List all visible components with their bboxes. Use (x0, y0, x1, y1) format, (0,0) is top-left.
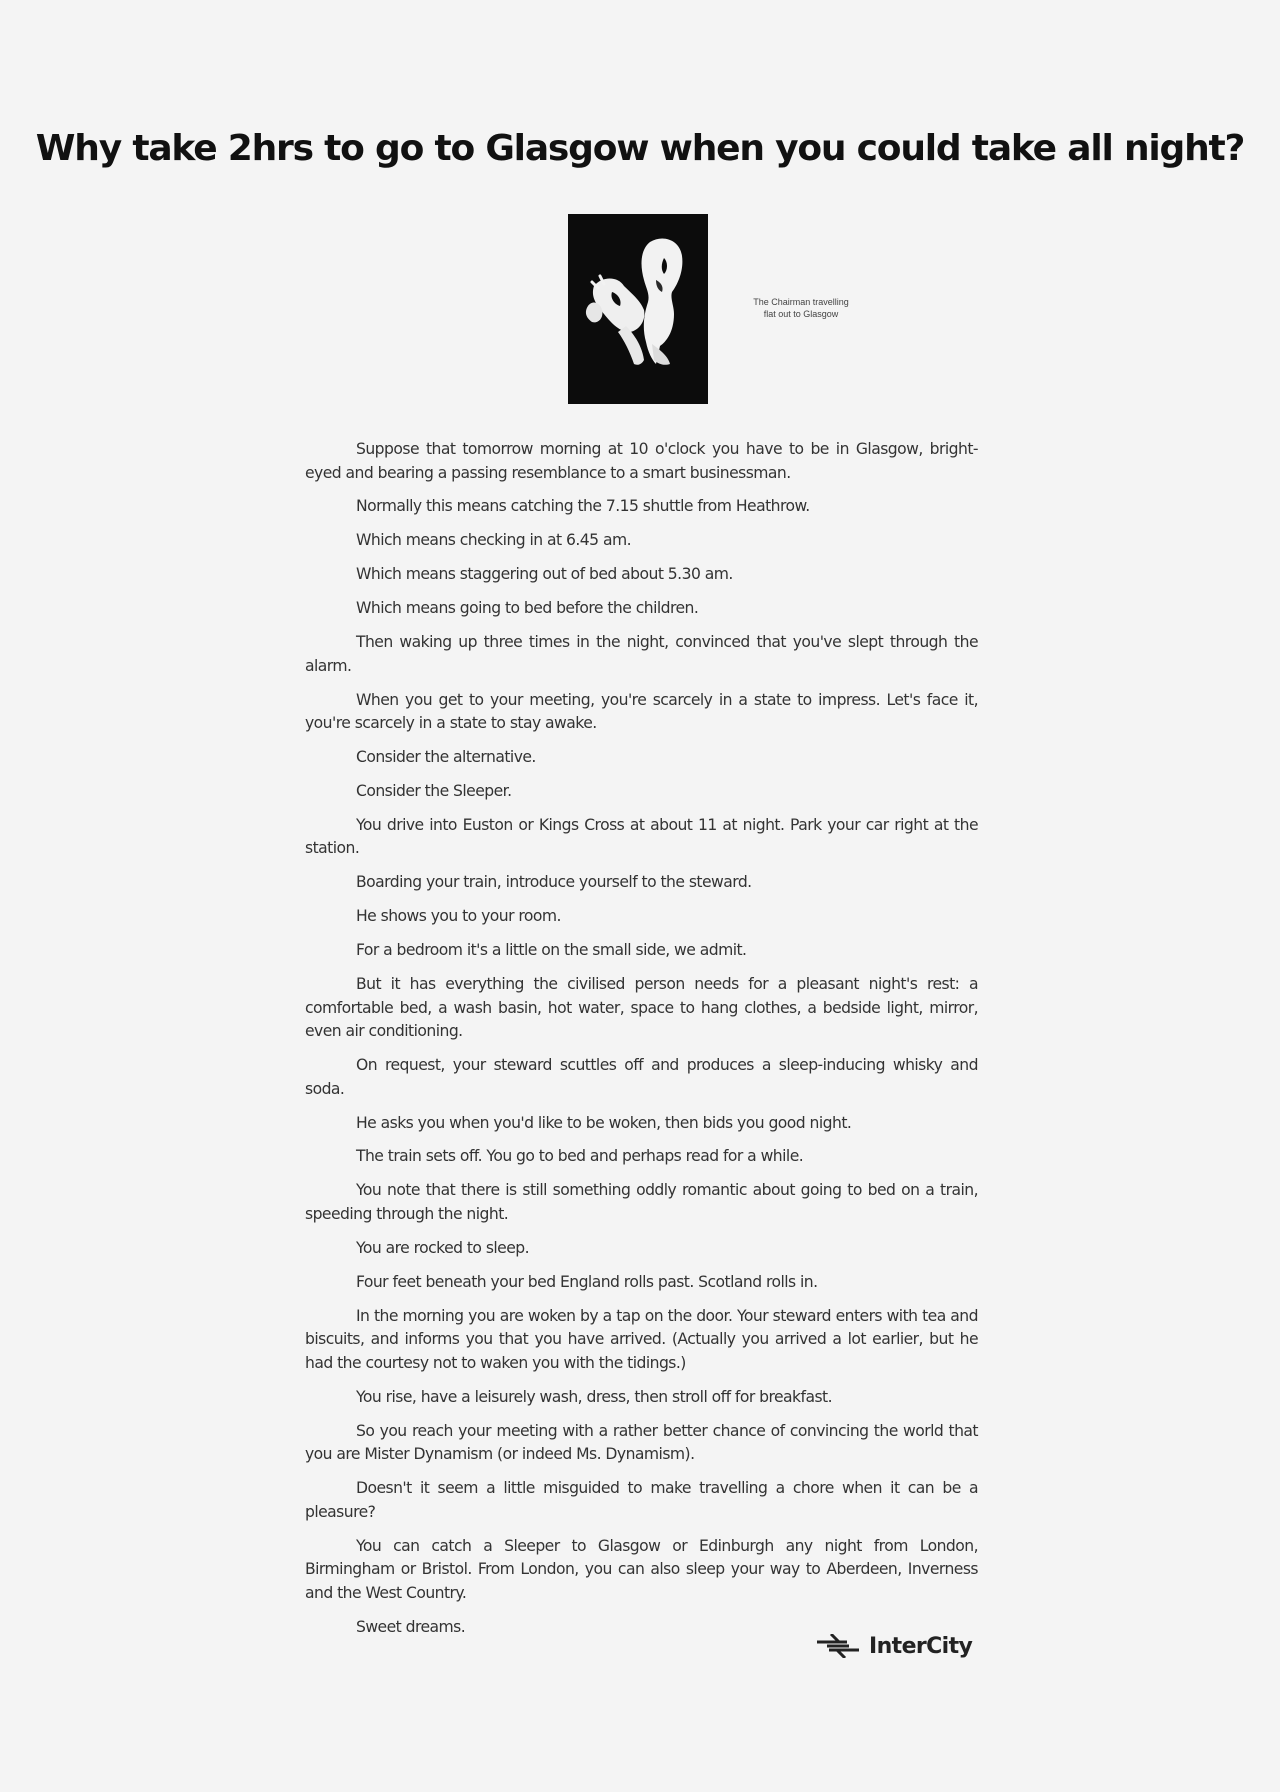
intercity-wordmark: InterCity (869, 1633, 973, 1659)
body-paragraph: You drive into Euston or Kings Cross at about 11 at night. Park your car right at the station. (305, 815, 978, 858)
body-paragraph: You note that there is still something oddly romantic about going to bed on a train, speeding through the night. (305, 1181, 978, 1223)
body-paragraph: Consider the Sleeper. (356, 781, 512, 800)
body-paragraph: He asks you when you'd like to be woken, then bids you good night. (356, 1113, 852, 1132)
body-paragraph: In the morning you are woken by a tap on the door. Your steward enters with tea and biscuits, and informs you that you have arrived. (Actually you arrived a lot earlier, but he had the courtesy not to waken you with the tidings.) (305, 1306, 978, 1372)
body-copy (305, 438, 978, 1639)
caption-line-1: The Chairman travelling (753, 297, 849, 307)
body-paragraph: Four feet beneath your bed England rolls past. Scotland rolls in. (356, 1272, 818, 1291)
body-paragraph: You can catch a Sleeper to Glasgow or Edinburgh any night from London, Birmingham or Bristol. From London, you can also sleep your way to Aberdeen, Inverness and the West Country. (305, 1536, 978, 1602)
body-paragraph: You are rocked to sleep. (356, 1238, 530, 1257)
caption-line-2: flat out to Glasgow (763, 309, 839, 319)
body-paragraph: Which means going to bed before the children. (356, 599, 699, 618)
headline: Why take 2hrs to go to Glasgow when you could take all night? (35, 128, 1245, 169)
body-paragraph: On request, your steward scuttles off and produces a sleep-inducing whisky and soda. (305, 1056, 978, 1098)
sleeping-man-photo (568, 214, 708, 404)
body-paragraph: Which means checking in at 6.45 am. (356, 531, 632, 550)
body-paragraph: He shows you to your room. (356, 907, 561, 926)
sleeping-man-illustration (568, 214, 708, 404)
photo-caption (726, 296, 876, 320)
body-paragraph: Consider the alternative. (356, 748, 536, 767)
body-paragraph: Then waking up three times in the night, convinced that you've slept through the alarm. (305, 633, 978, 675)
british-rail-double-arrow-icon (815, 1634, 861, 1658)
body-paragraph: When you get to your meeting, you're scarcely in a state to impress. Let's face it, you're scarcely in a state to stay awake. (305, 690, 978, 733)
body-paragraph: Which means staggering out of bed about 5.30 am. (356, 565, 733, 584)
intercity-logo (815, 1630, 972, 1662)
body-paragraph: Boarding your train, introduce yourself to the steward. (356, 873, 752, 892)
body-paragraph: The train sets off. You go to bed and perhaps read for a while. (356, 1147, 804, 1166)
body-paragraph: Doesn't it seem a little misguided to make travelling a chore when it can be a pleasure? (305, 1479, 978, 1521)
body-paragraph: You rise, have a leisurely wash, dress, then stroll off for breakfast. (356, 1387, 833, 1406)
body-paragraph: But it has everything the civilised person needs for a pleasant night's rest: a comfortable bed, a wash basin, hot water, space to hang clothes, a bedside light, mirror, even air conditioning. (305, 974, 978, 1041)
body-paragraph: Suppose that tomorrow morning at 10 o'clock you have to be in Glasgow, bright-eyed and bearing a passing resemblance to a smart businessman. (305, 440, 978, 482)
body-paragraph: For a bedroom it's a little on the small side, we admit. (356, 941, 747, 960)
body-paragraph: So you reach your meeting with a rather better chance of convincing the world that you are Mister Dynamism (or indeed Ms. Dynamism). (305, 1421, 978, 1464)
body-paragraph: Sweet dreams. (356, 1617, 466, 1636)
body-paragraph: Normally this means catching the 7.15 shuttle from Heathrow. (356, 497, 810, 516)
